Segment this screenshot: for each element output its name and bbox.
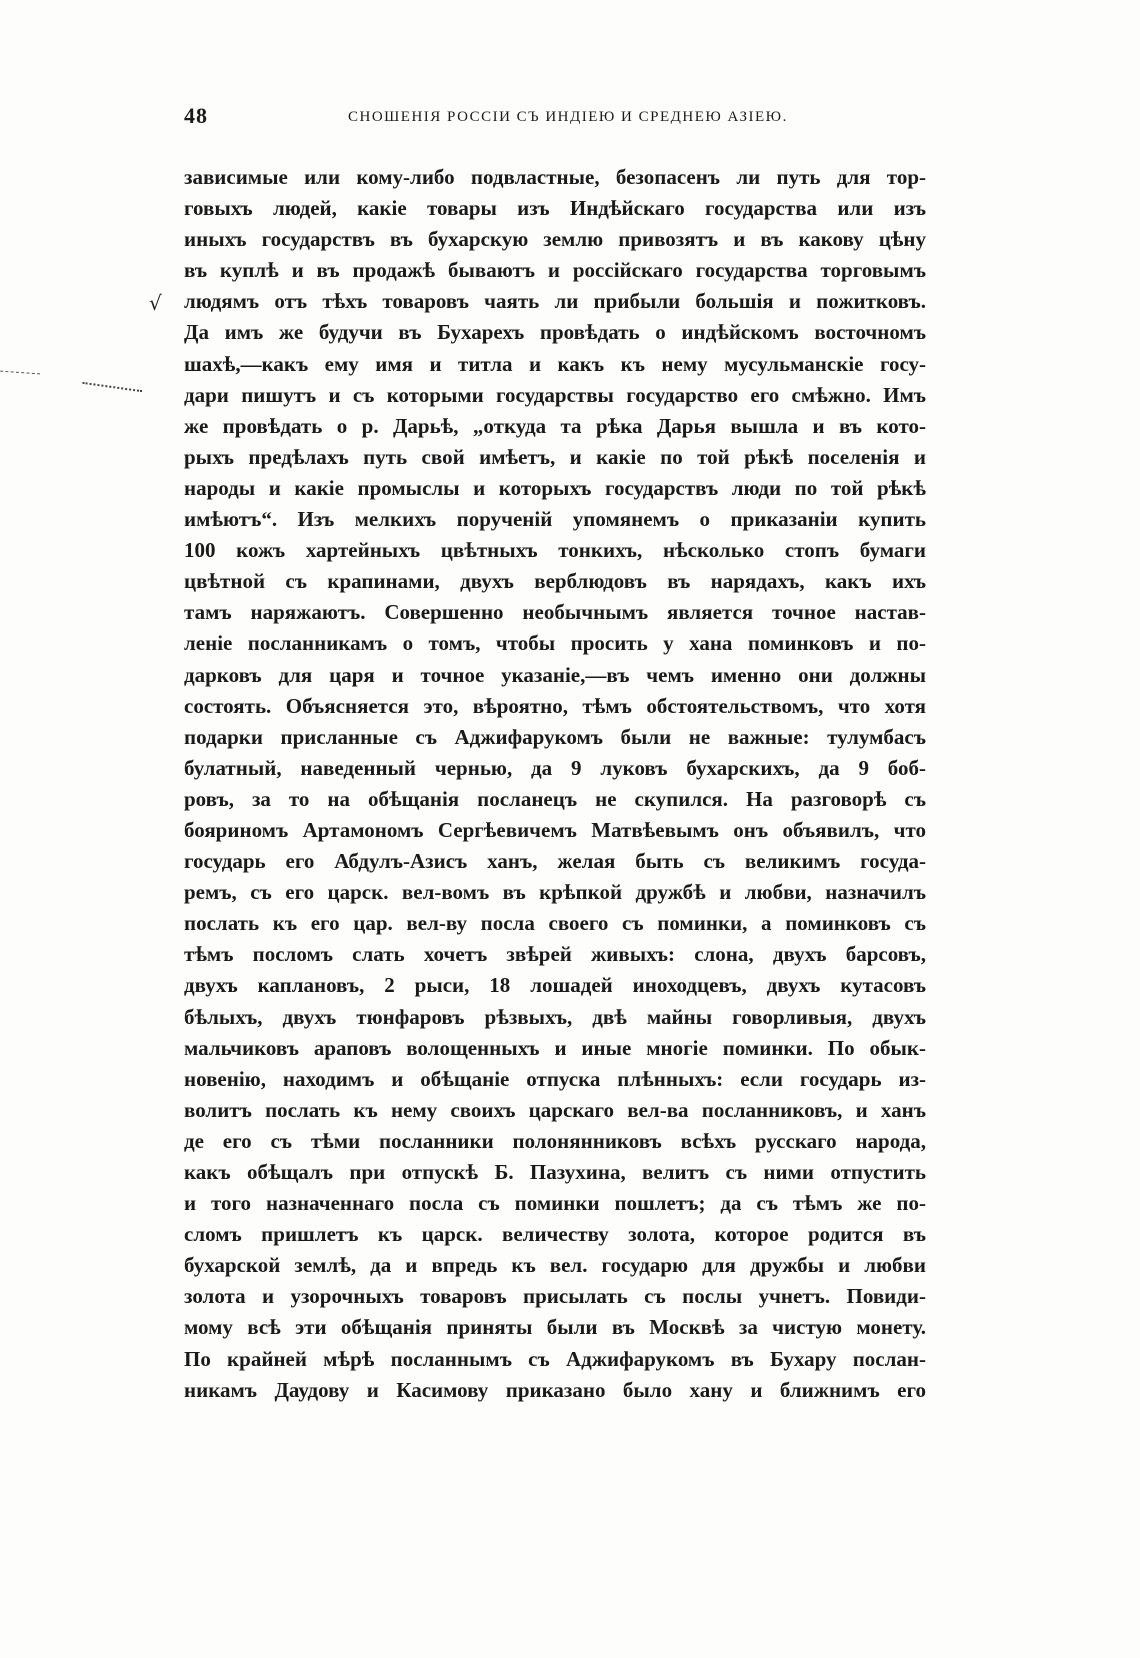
text-line: сломъ пришлетъ къ царск. величеству золота, которое родится въ [184, 1222, 926, 1247]
text-line: цвѣтной съ крапинами, двухъ верблюдовъ въ нарядахъ, какъ ихъ [184, 569, 926, 594]
text-line: дарковъ для царя и точное указаніе,—въ чемъ именно они должны [184, 662, 926, 687]
text-line: подарки присланные съ Аджифарукомъ были не важные: тулумбасъ [184, 724, 926, 749]
text-line: Да имъ же будучи въ Бухарехъ провѣдать о индѣйскомъ восточномъ [184, 320, 926, 345]
text-line: булатный, наведенный чернью, да 9 луковъ бухарскихъ, да 9 боб- [184, 755, 926, 780]
text-line: зависимые или кому-либо подвластные, безопасенъ ли путь для тор- [184, 165, 926, 189]
text-line: иныхъ государствъ въ бухарскую землю привозятъ и въ какову цѣну [184, 227, 926, 252]
text-line: новенію, находимъ и обѣщаніе отпуска плѣнныхъ: если государь из- [184, 1066, 926, 1091]
text-line: тамъ наряжаютъ. Совершенно необычнымъ является точное настав- [184, 600, 926, 625]
text-line: ремъ, съ его царск. вел-вомъ въ крѣпкой дружбѣ и любви, назначилъ [184, 880, 926, 905]
text-line: тѣмъ посломъ слать хочетъ звѣрей живыхъ: слона, двухъ барсовъ, [184, 942, 926, 967]
margin-check-mark: √ [149, 291, 162, 315]
text-line: состоять. Объясняется это, вѣроятно, тѣмъ обстоятельствомъ, что хотя [184, 693, 926, 718]
text-line: бѣлыхъ, двухъ тюнфаровъ рѣзвыхъ, двѣ майны говорливыя, двухъ [184, 1004, 926, 1029]
text-line: дари пишутъ и съ которыми государствы государство его смѣжно. Имъ [184, 382, 926, 407]
text-line: и того назначеннаго посла съ поминки пошлетъ; да съ тѣмъ же по- [184, 1191, 926, 1216]
text-line: леніе посланникамъ о томъ, чтобы просить у хана поминковъ и по- [184, 631, 926, 656]
running-title: СНОШЕНІЯ РОССІИ СЪ ИНДІЕЮ И СРЕДНЕЮ АЗІЕЮ. [348, 109, 788, 125]
text-line: рыхъ предѣлахъ путь свой имѣетъ, и какіе по той рѣкѣ поселенія и [184, 444, 926, 469]
text-line: же провѣдать о р. Дарьѣ, „откуда та рѣка Дарья вышла и въ кото- [184, 413, 926, 438]
margin-scratch-mark [82, 382, 142, 396]
text-line: народы и какіе промыслы и которыхъ государствъ люди по той рѣкѣ [184, 475, 926, 500]
text-line: ровъ, за то на обѣщанія посланецъ не скупился. На разговорѣ съ [184, 786, 926, 811]
text-line: шахѣ,—какъ ему имя и титла и какъ къ нему мусульманскіе госу- [184, 351, 926, 376]
text-line: имѣютъ“. Изъ мелкихъ порученій упомянемъ о приказаніи купить [184, 507, 926, 532]
text-line: двухъ каплановъ, 2 рыси, 18 лошадей иноходцевъ, двухъ кутасовъ [184, 973, 926, 998]
text-line: мому всѣ эти обѣщанія приняты были въ Москвѣ за чистую монету. [184, 1315, 926, 1340]
text-line: 100 кожъ хартейныхъ цвѣтныхъ тонкихъ, нѣсколько стопъ бумаги [184, 538, 926, 563]
text-line: какъ обѣщалъ при отпускѣ Б. Пазухина, велитъ съ ними отпустить [184, 1160, 926, 1184]
text-line: послать къ его цар. вел-ву посла своего съ поминки, а поминковъ съ [184, 911, 926, 936]
text-line: золота и узорочныхъ товаровъ присылать съ послы учнетъ. Повиди- [184, 1284, 926, 1309]
page-header [184, 103, 924, 139]
text-line: людямъ отъ тѣхъ товаровъ чаять ли прибыли большія и пожитковъ. [184, 289, 926, 314]
text-line: бояриномъ Артамономъ Сергѣевичемъ Матвѣевымъ онъ объявилъ, что [184, 817, 926, 842]
text-line: въ куплѣ и въ продажѣ бываютъ и россійскаго государства торговымъ [184, 258, 926, 283]
text-line: никамъ Даудову и Касимову приказано было хану и ближнимъ его [184, 1377, 926, 1402]
text-line: бухарской землѣ, да и впредь къ вел. государю для дружбы и любви [184, 1253, 926, 1278]
text-line: По крайней мѣрѣ посланнымъ съ Аджифарукомъ въ Бухару послан- [184, 1346, 926, 1371]
text-line: де его съ тѣми посланники полонянниковъ всѣхъ русскаго народа, [184, 1128, 926, 1153]
text-line: государь его Абдулъ-Азисъ ханъ, желая быть съ великимъ госуда- [184, 849, 926, 874]
margin-scratch-mark [0, 371, 40, 378]
body-text [184, 162, 926, 1406]
text-line: мальчиковъ араповъ волощенныхъ и иные многіе поминки. По обык- [184, 1035, 926, 1060]
page-number: 48 [184, 103, 208, 128]
text-line: волитъ послать къ нему своихъ царскаго вел-ва посланниковъ, и ханъ [184, 1097, 926, 1122]
text-line: говыхъ людей, какіе товары изъ Индѣйскаго государства или изъ [184, 196, 926, 221]
